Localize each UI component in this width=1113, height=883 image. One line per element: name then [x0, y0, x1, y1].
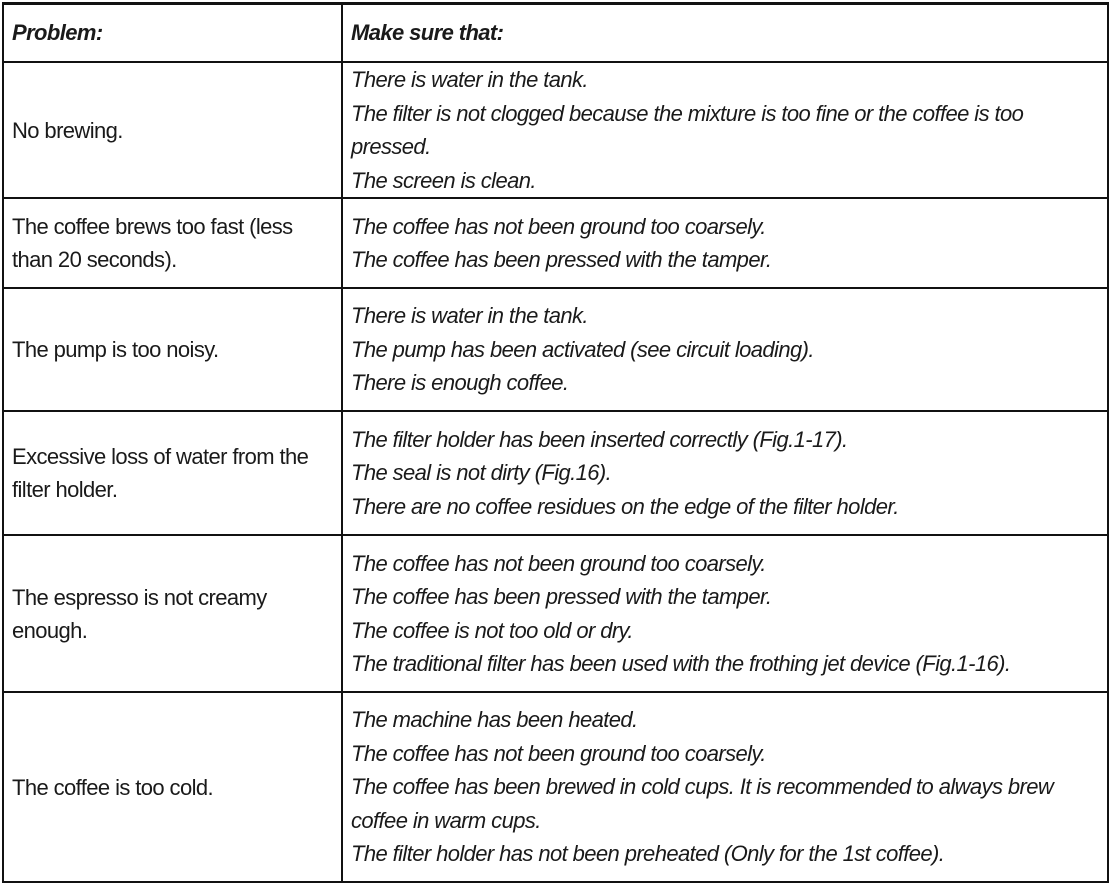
header-problem: Problem:	[3, 4, 342, 63]
check-item: The coffee has been brewed in cold cups. It is recommended to always brew coffee in warm cups.	[351, 774, 1054, 833]
check-item: There is water in the tank.	[351, 67, 588, 92]
check-item: The coffee is not too old or dry.	[351, 617, 633, 643]
check-item: The screen is clean.	[351, 167, 536, 193]
check-item: The pump has been activated (see circuit loading).	[351, 336, 814, 362]
checks-cell	[342, 535, 1108, 692]
check-item: The coffee has not been ground too coarsely.	[351, 740, 766, 766]
problem-cell: Excessive loss of water from the filter holder.	[3, 411, 342, 535]
check-item: The coffee has not been ground too coarsely.	[351, 550, 766, 576]
problem-cell: The coffee brews too fast (less than 20 seconds).	[3, 198, 342, 288]
table-body	[3, 62, 1108, 882]
table-row	[3, 411, 1108, 535]
table-row	[3, 62, 1108, 198]
check-item: The coffee has been pressed with the tamper.	[351, 584, 772, 609]
check-item: The coffee has not been ground too coarsely.	[351, 213, 766, 239]
header-checks: Make sure that:	[342, 4, 1108, 63]
checks-cell	[342, 198, 1108, 288]
check-item: There is water in the tank.	[351, 303, 588, 329]
check-item: There is enough coffee.	[351, 370, 569, 396]
check-item: The filter holder has been inserted correctly (Fig.1-17).	[351, 426, 848, 452]
table-row	[3, 198, 1108, 288]
table-header	[3, 4, 1108, 63]
problem-cell: The coffee is too cold.	[3, 692, 342, 882]
problem-cell: No brewing.	[3, 62, 342, 198]
check-item: The coffee has been pressed with the tamper.	[351, 247, 772, 272]
table-row	[3, 692, 1108, 882]
check-item: The traditional filter has been used with the frothing jet device (Fig.1-16).	[351, 651, 1011, 676]
table-row	[3, 288, 1108, 411]
check-item: The machine has been heated.	[351, 707, 638, 733]
checks-cell	[342, 411, 1108, 535]
check-item: The seal is not dirty (Fig.16).	[351, 460, 612, 486]
check-item: There are no coffee residues on the edge of the filter holder.	[351, 493, 899, 519]
problem-cell: The espresso is not creamy enough.	[3, 535, 342, 692]
troubleshooting-table	[2, 2, 1109, 883]
check-item: The filter holder has not been preheated (Only for the 1st coffee).	[351, 841, 945, 867]
checks-cell	[342, 62, 1108, 198]
checks-cell	[342, 692, 1108, 882]
header-row	[3, 4, 1108, 63]
check-item: The filter is not clogged because the mixture is too fine or the coffee is too pressed.	[351, 100, 1024, 159]
problem-cell: The pump is too noisy.	[3, 288, 342, 411]
checks-cell	[342, 288, 1108, 411]
table-row	[3, 535, 1108, 692]
